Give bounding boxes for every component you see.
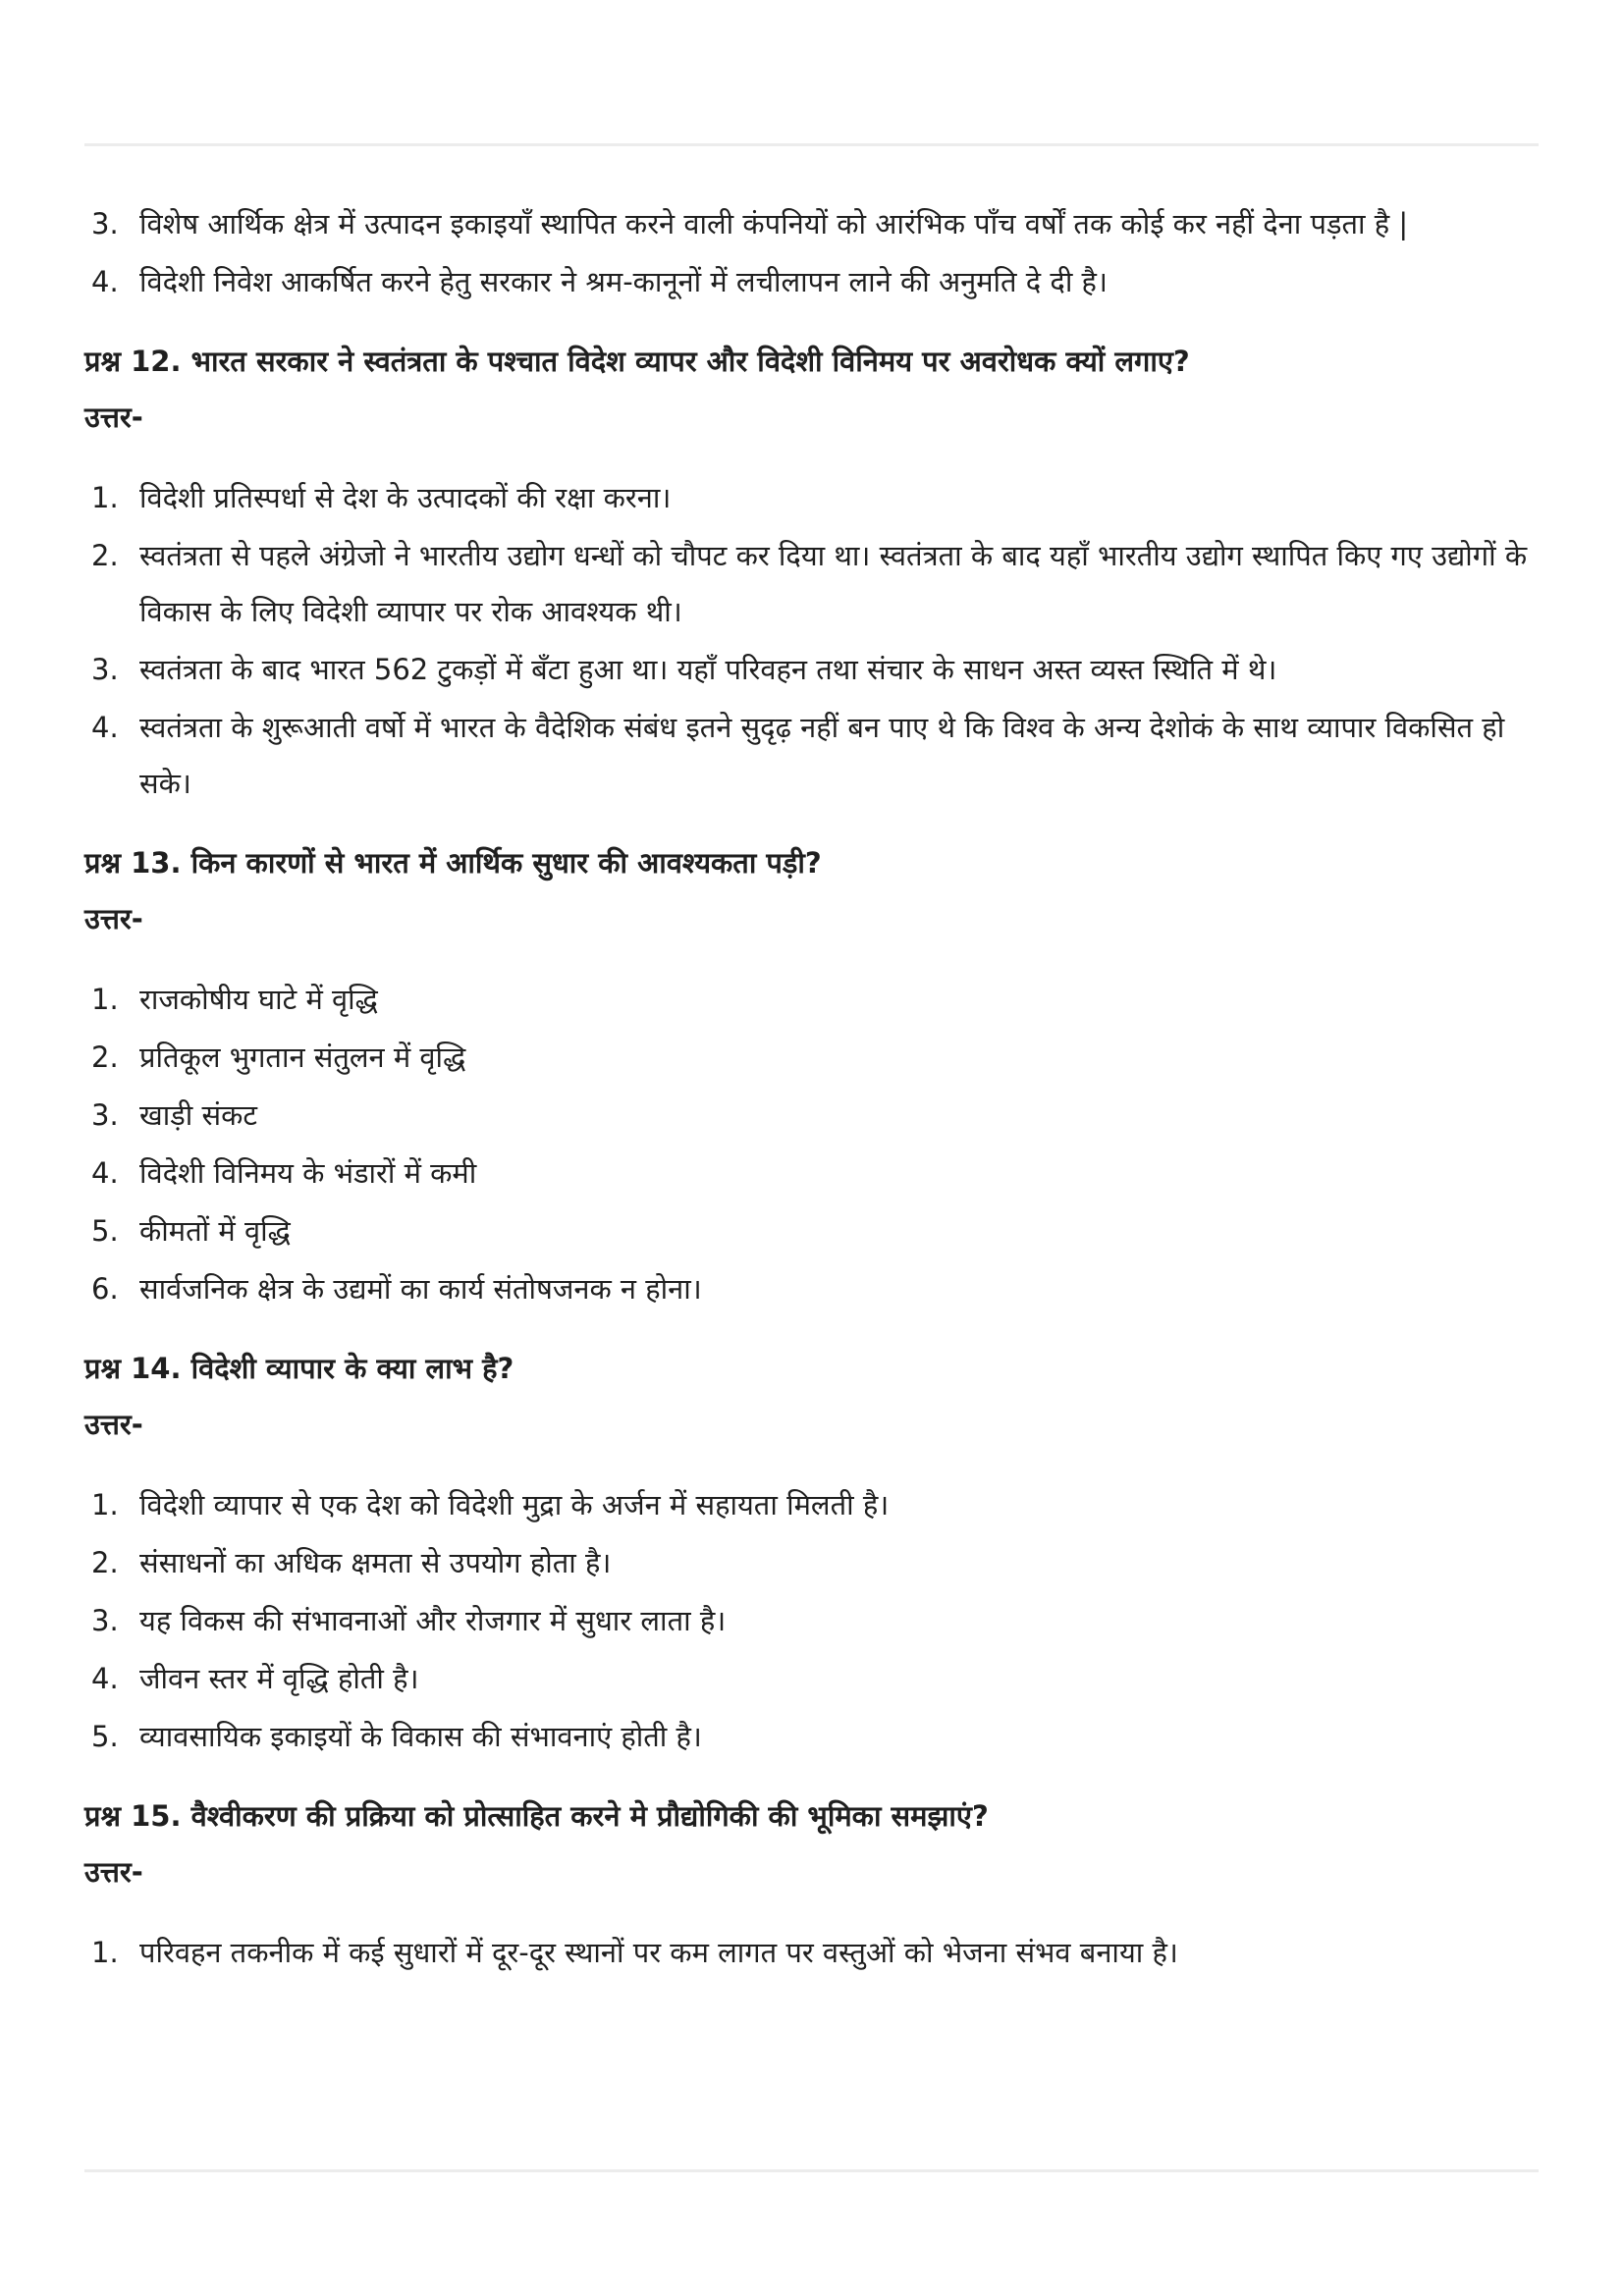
- answer-label: उत्तर-: [84, 902, 143, 935]
- item-number: 3.: [91, 1098, 119, 1132]
- item-number: 2.: [91, 1546, 119, 1579]
- question-block-14: [84, 1341, 1539, 1765]
- intro-list: [84, 196, 1539, 310]
- item-number: 3.: [91, 653, 119, 686]
- item-text: स्वतंत्रता से पहले अंग्रेजो ने भारतीय उद्योग धन्धों को चौपट कर दिया था। स्वतंत्रता के बाद यहाँ भारतीय उद्योग स्थापित किए गए उद्योगों के विकास के लिए विदेशी व्यापार पर रोक आवश्यक थी।: [139, 539, 1528, 628]
- question-heading: प्रश्न 12. भारत सरकार ने स्वतंत्रता के पश्चात विदेश व्यापर और विदेशी विनिमय पर अवरोधक क्यों लगाए?: [84, 345, 1190, 378]
- question-heading: प्रश्न 15. वैश्वीकरण की प्रक्रिया को प्रोत्साहित करने मे प्रौद्योगिकी की भूमिका समझाएं?: [84, 1799, 989, 1833]
- item-text: संसाधनों का अधिक क्षमता से उपयोग होता है।: [139, 1546, 612, 1579]
- list-item: [84, 1535, 1539, 1591]
- item-number: 5.: [91, 1214, 119, 1248]
- item-number: 2.: [91, 539, 119, 572]
- answer-label: उत्तर-: [84, 1408, 143, 1441]
- question-block-15: [84, 1789, 1539, 1981]
- list-item: [84, 1203, 1539, 1259]
- item-text: खाड़ी संकट: [139, 1098, 257, 1132]
- item-number: 4.: [91, 1156, 119, 1190]
- item-text: जीवन स्तर में वृद्धि होती है।: [139, 1662, 419, 1695]
- item-text: विशेष आर्थिक क्षेत्र में उत्पादन इकाइयाँ स्थापित करने वाली कंपनियों को आरंभिक पाँच वर्षों तक कोई कर नहीं देना पड़ता है |: [139, 207, 1409, 240]
- item-text: विदेशी विनिमय के भंडारों में कमी: [139, 1156, 477, 1190]
- item-number: 1.: [91, 481, 119, 514]
- item-number: 2.: [91, 1041, 119, 1074]
- list-item: [84, 1651, 1539, 1707]
- item-text: विदेशी व्यापार से एक देश को विदेशी मुद्रा के अर्जन में सहायता मिलती है।: [139, 1488, 890, 1522]
- item-text: प्रतिकूल भुगतान संतुलन में वृद्धि: [139, 1041, 466, 1074]
- item-text: राजकोषीय घाटे में वृद्धि: [139, 983, 378, 1016]
- item-text: यह विकस की संभावनाओं और रोजगार में सुधार लाता है।: [139, 1604, 727, 1637]
- item-text: सार्वजनिक क्षेत्र के उद्यमों का कार्य संतोषजनक न होना।: [139, 1272, 702, 1306]
- item-text: विदेशी निवेश आकर्षित करने हेतु सरकार ने श्रम-कानूनों में लचीलापन लाने की अनुमति दे दी है।: [139, 265, 1108, 298]
- answer-list: [84, 1925, 1539, 1981]
- list-item: [84, 1146, 1539, 1201]
- answer-list: [84, 470, 1539, 812]
- list-item: [84, 1030, 1539, 1086]
- item-text: स्वतंत्रता के बाद भारत 562 टुकड़ों में बँटा हुआ था। यहाँ परिवहन तथा संचार के साधन अस्त व्यस्त स्थिति में थे।: [139, 653, 1277, 686]
- question-block-13: [84, 835, 1539, 1317]
- item-text: व्यावसायिक इकाइयों के विकास की संभावनाएं होती है।: [139, 1720, 702, 1753]
- item-text: स्वतंत्रता के शुरूआती वर्षो में भारत के वैदेशिक संबंध इतने सुदृढ़ नहीं बन पाए थे कि विश्व के अन्य देशोकं के साथ व्यापार विकसित हो सके।: [139, 711, 1505, 800]
- item-number: 4.: [91, 265, 119, 298]
- item-text: कीमतों में वृद्धि: [139, 1214, 291, 1248]
- list-item: [84, 1709, 1539, 1765]
- question-heading: प्रश्न 14. विदेशी व्यापार के क्या लाभ है?: [84, 1352, 514, 1385]
- list-item: [84, 1593, 1539, 1649]
- item-number: 1.: [91, 983, 119, 1016]
- list-item: [84, 972, 1539, 1028]
- item-number: 3.: [91, 1604, 119, 1637]
- answer-label: उत्तर-: [84, 400, 143, 434]
- item-number: 1.: [91, 1936, 119, 1969]
- list-item: [84, 700, 1539, 812]
- list-item: [84, 1261, 1539, 1317]
- item-number: 5.: [91, 1720, 119, 1753]
- list-item: [84, 196, 1539, 252]
- item-text: विदेशी प्रतिस्पर्धा से देश के उत्पादकों की रक्षा करना।: [139, 481, 672, 514]
- list-item: [84, 642, 1539, 698]
- question-heading: प्रश्न 13. किन कारणों से भारत में आर्थिक सुधार की आवश्यकता पड़ी?: [84, 846, 822, 880]
- item-number: 6.: [91, 1272, 119, 1306]
- item-number: 4.: [91, 711, 119, 744]
- list-item: [84, 1088, 1539, 1144]
- answer-list: [84, 1477, 1539, 1765]
- item-number: 3.: [91, 207, 119, 240]
- list-item: [84, 528, 1539, 640]
- bottom-divider: [84, 2169, 1539, 2172]
- document-body: [84, 196, 1539, 1983]
- item-number: 4.: [91, 1662, 119, 1695]
- top-divider: [84, 143, 1539, 146]
- list-item: [84, 254, 1539, 310]
- answer-label: उत्तर-: [84, 1855, 143, 1889]
- item-number: 1.: [91, 1488, 119, 1522]
- list-item: [84, 470, 1539, 526]
- list-item: [84, 1925, 1539, 1981]
- item-text: परिवहन तकनीक में कई सुधारों में दूर-दूर स्थानों पर कम लागत पर वस्तुओं को भेजना संभव बनाया है।: [139, 1936, 1178, 1969]
- list-item: [84, 1477, 1539, 1533]
- question-block-12: [84, 334, 1539, 812]
- answer-list: [84, 972, 1539, 1317]
